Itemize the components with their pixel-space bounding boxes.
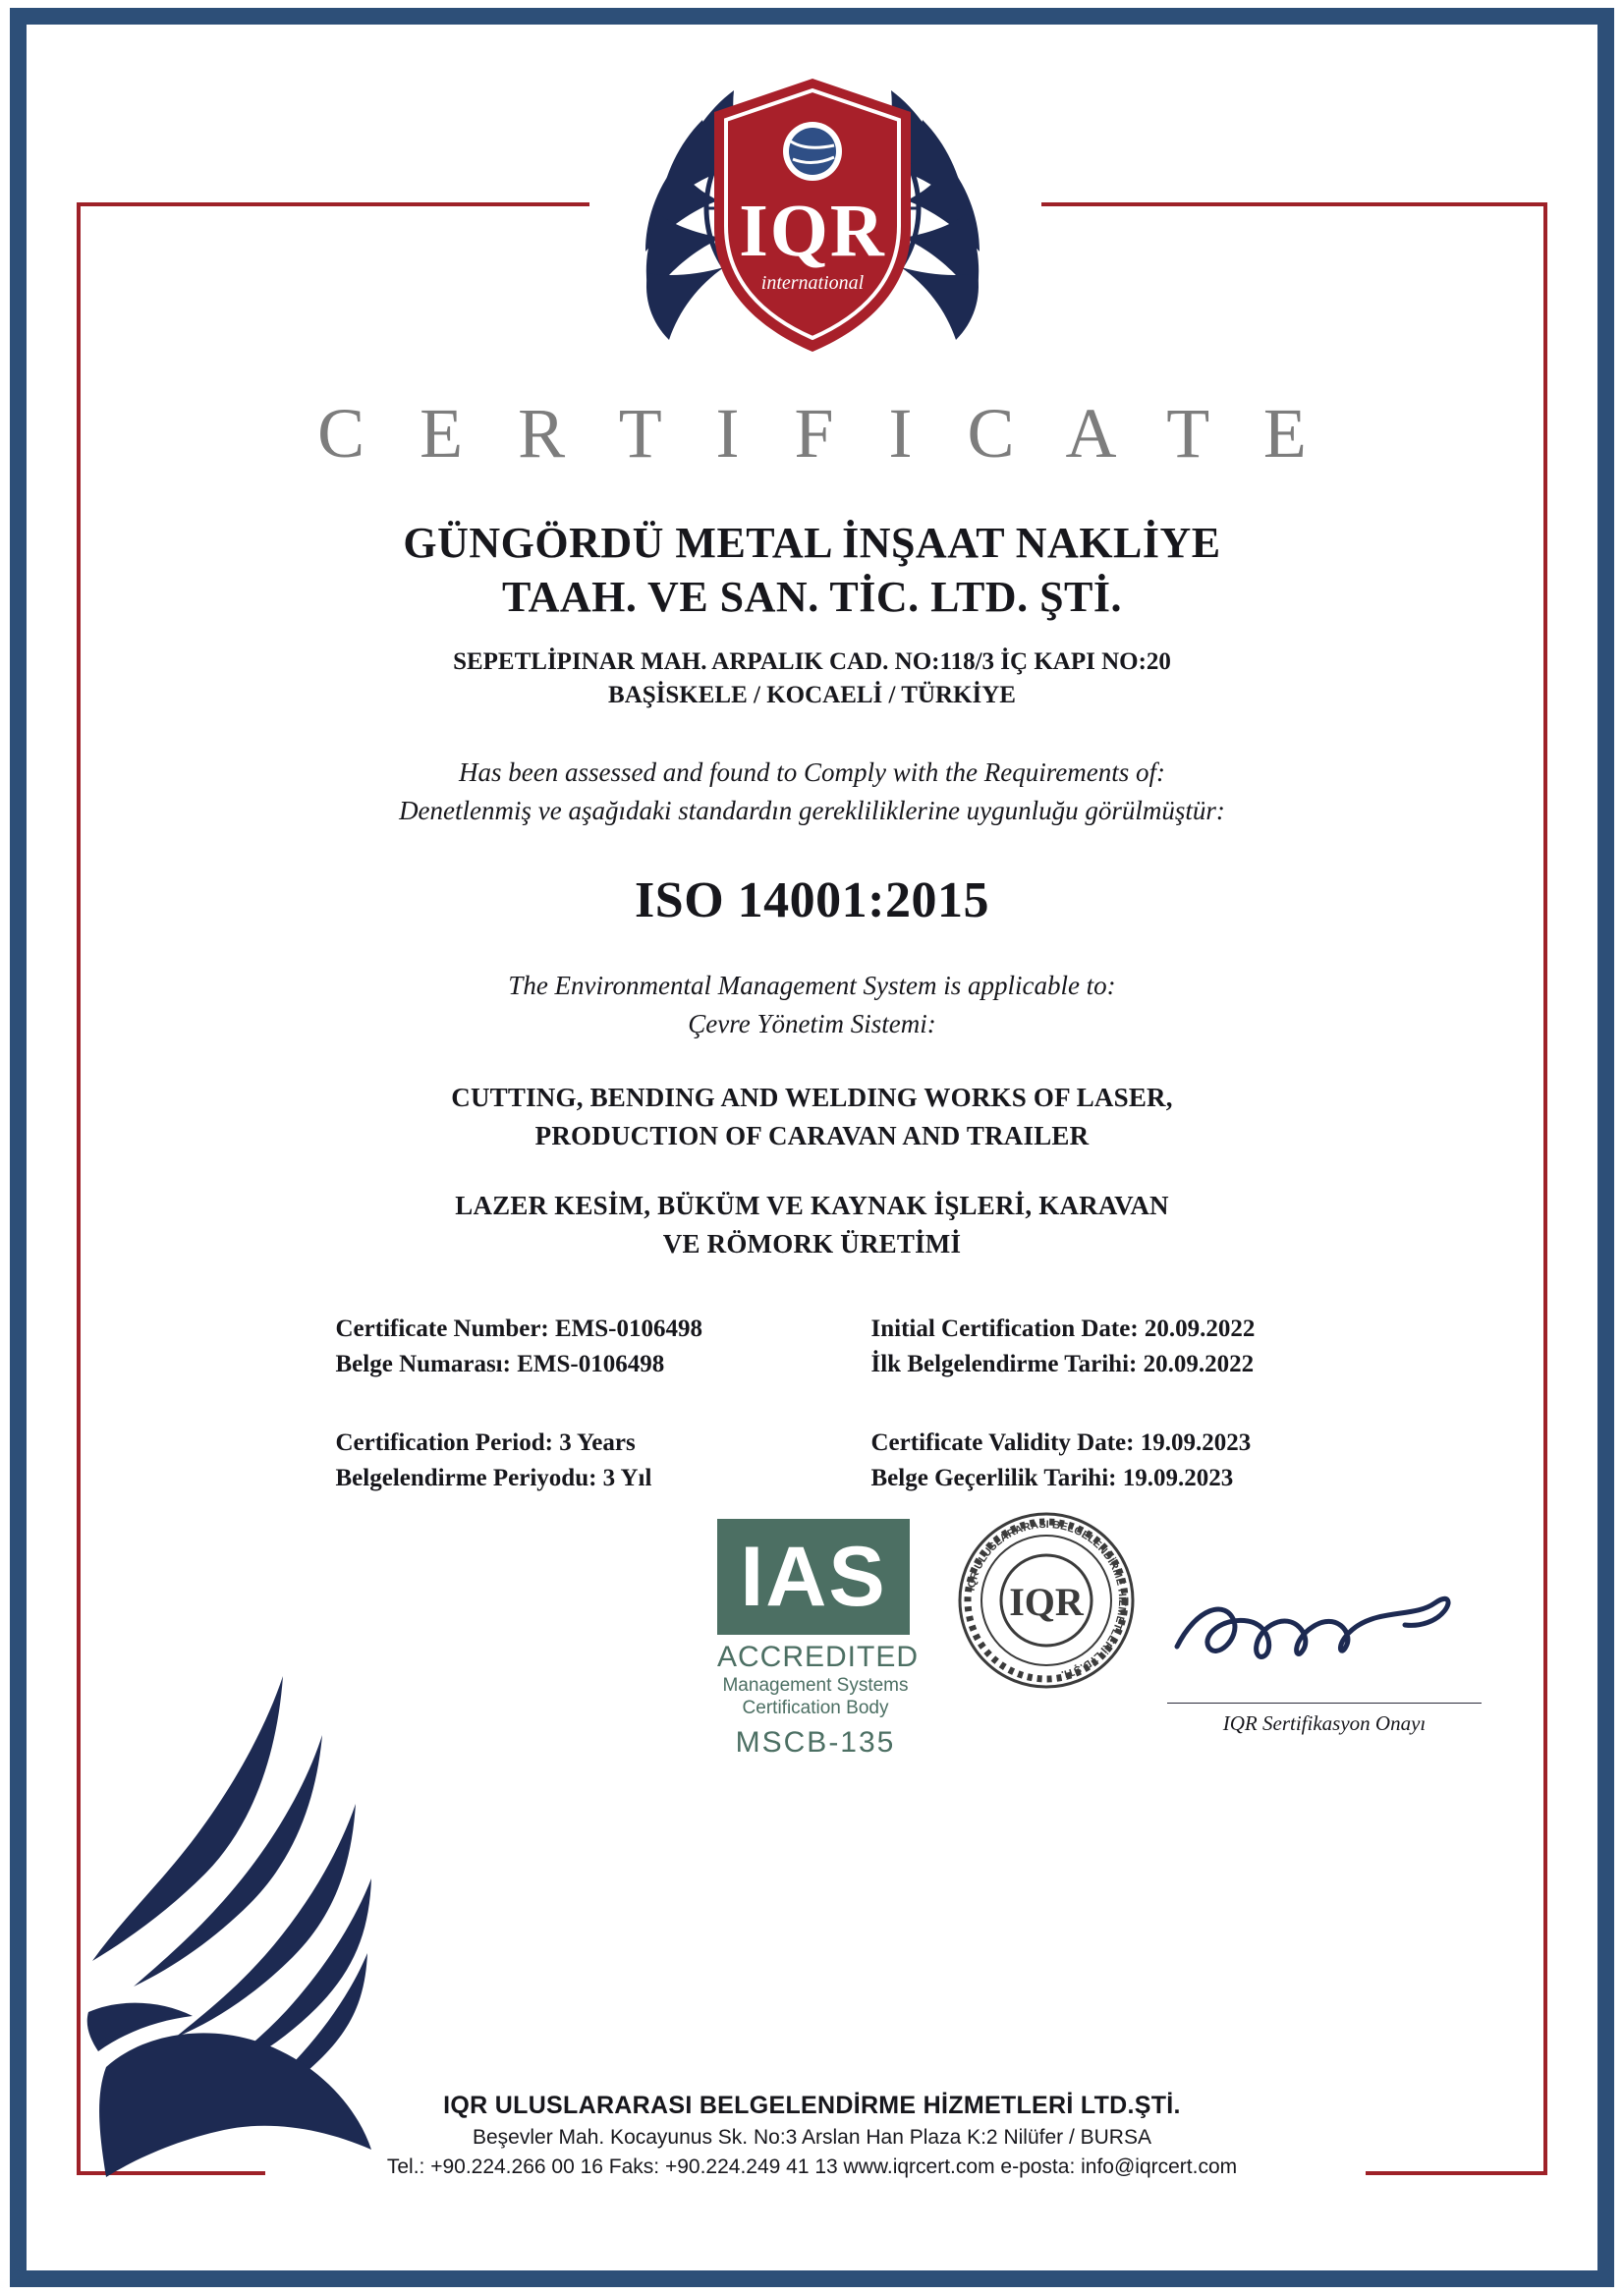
- scope-intro-en: The Environmental Management System is applicable to:: [508, 970, 1116, 1000]
- certificate-number-en: Certificate Number: EMS-0106498: [335, 1315, 703, 1342]
- validity-date-block: [812, 1426, 1309, 1497]
- ias-logo: IAS: [717, 1519, 910, 1635]
- scope-intro: [88, 967, 1536, 1043]
- scope-tr-line2: VE RÖMORK ÜRETİMİ: [662, 1229, 962, 1259]
- scope-en-line2: PRODUCTION OF CARAVAN AND TRAILER: [534, 1121, 1090, 1151]
- footer-address: Beşevler Mah. Kocayunus Sk. No:3 Arslan Han Plaza K:2 Nilüfer / BURSA: [473, 2126, 1151, 2149]
- validity-date-tr: Belge Geçerlilik Tarihi: 19.09.2023: [870, 1465, 1234, 1492]
- signature-line: [1167, 1703, 1482, 1704]
- address-line1: SEPETLİPINAR MAH. ARPALIK CAD. NO:118/3 İÇ KAPI NO:20: [453, 648, 1171, 675]
- assessment-statement-en: Has been assessed and found to Comply with the Requirements of:: [459, 756, 1165, 787]
- company-name-line2: TAAH. VE SAN. TİC. LTD. ŞTİ.: [501, 573, 1123, 621]
- scope-tr-line1: LAZER KESİM, BÜKÜM VE KAYNAK İŞLERİ, KARAVAN: [455, 1191, 1169, 1221]
- scope-en-line1: CUTTING, BENDING AND WELDING WORKS OF LASER,: [451, 1083, 1173, 1113]
- address-line2: BAŞİSKELE / KOCAELİ / TÜRKİYE: [608, 681, 1016, 708]
- footer: [0, 2092, 1624, 2179]
- svg-text:international: international: [760, 272, 864, 294]
- certificate-details: [316, 1312, 1309, 1497]
- certificate-number-block: [316, 1312, 812, 1383]
- company-name: [88, 516, 1536, 624]
- assessment-statement-tr: Denetlenmiş ve aşağıdaki standardın gerekliliklerine uygunluğu görülmüştür:: [399, 795, 1225, 825]
- certification-period-en: Certification Period: 3 Years: [335, 1429, 636, 1457]
- footer-contact: Tel.: +90.224.266 00 16 Faks: +90.224.249 41 13 www.iqrcert.com e-posta: info@iqrcert.com: [386, 2155, 1238, 2178]
- ias-sub-line2: Certification Body: [742, 1698, 889, 1719]
- iqr-logo: [587, 61, 1038, 385]
- scope-turkish: [88, 1187, 1536, 1263]
- footer-company: IQR ULUSLARARASI BELGELENDİRME HİZMETLERİ LTD.ŞTİ.: [443, 2092, 1181, 2119]
- initial-date-tr: İlk Belgelendirme Tarihi: 20.09.2022: [870, 1350, 1255, 1377]
- certification-period-tr: Belgelendirme Periyodu: 3 Yıl: [335, 1465, 652, 1492]
- certification-period-block: [316, 1426, 812, 1497]
- ias-accredited-label: ACCREDITED: [717, 1640, 920, 1673]
- signature-icon: [1157, 1578, 1491, 1686]
- company-address: [88, 645, 1536, 712]
- scope-english: [88, 1079, 1536, 1155]
- validity-date-en: Certificate Validity Date: 19.09.2023: [870, 1429, 1252, 1457]
- signature-caption: IQR Sertifikasyon Onayı: [1222, 1710, 1427, 1735]
- initial-date-block: [812, 1312, 1309, 1383]
- signature-block: [1133, 1578, 1516, 1736]
- svg-text:IQR: IQR: [1009, 1579, 1084, 1624]
- iqr-seal-stamp: [953, 1507, 1140, 1694]
- page-title: C E R T I F I C A T E: [317, 394, 1325, 473]
- standard-name: ISO 14001:2015: [635, 871, 989, 928]
- accreditation-marks: [88, 1519, 1536, 1814]
- initial-date-en: Initial Certification Date: 20.09.2022: [870, 1315, 1256, 1342]
- ias-accreditation-mark: [717, 1519, 920, 1761]
- certificate-content: [88, 49, 1536, 1814]
- scope-intro-tr: Çevre Yönetim Sistemi:: [688, 1008, 936, 1038]
- certificate-number-tr: Belge Numarası: EMS-0106498: [335, 1350, 665, 1377]
- assessment-statement: [88, 754, 1536, 830]
- ias-sub-line1: Management Systems: [722, 1674, 909, 1696]
- ias-code: MSCB-135: [735, 1726, 896, 1760]
- svg-text:IQR: IQR: [738, 190, 886, 272]
- svg-text:IQR ULUSLARARASI BELGELENDİRME: IQR ULUSLARARASI BELGELENDİRME HİZMETLERİ LTD.ŞTİ.: [965, 1518, 1129, 1680]
- company-name-line1: GÜNGÖRDÜ METAL İNŞAAT NAKLİYE: [403, 519, 1221, 567]
